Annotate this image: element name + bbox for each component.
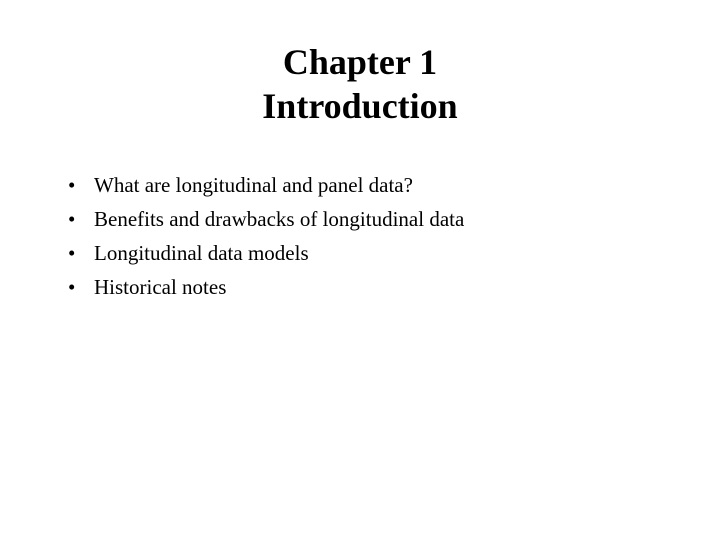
bullet-icon: • bbox=[68, 275, 76, 299]
bullet-icon: • bbox=[68, 241, 76, 265]
title-chapter: Chapter 1 bbox=[282, 42, 438, 82]
bullet-text: Longitudinal data models bbox=[94, 241, 309, 265]
bullet-icon: • bbox=[68, 173, 76, 197]
title-introduction: Introduction bbox=[262, 86, 458, 126]
bullet-text: Historical notes bbox=[94, 275, 227, 299]
bullet-text: What are longitudinal and panel data? bbox=[94, 173, 413, 197]
slide-title bbox=[0, 40, 720, 128]
bullet-icon: • bbox=[68, 207, 76, 231]
bullet-text: Benefits and drawbacks of longitudinal data bbox=[94, 207, 465, 231]
